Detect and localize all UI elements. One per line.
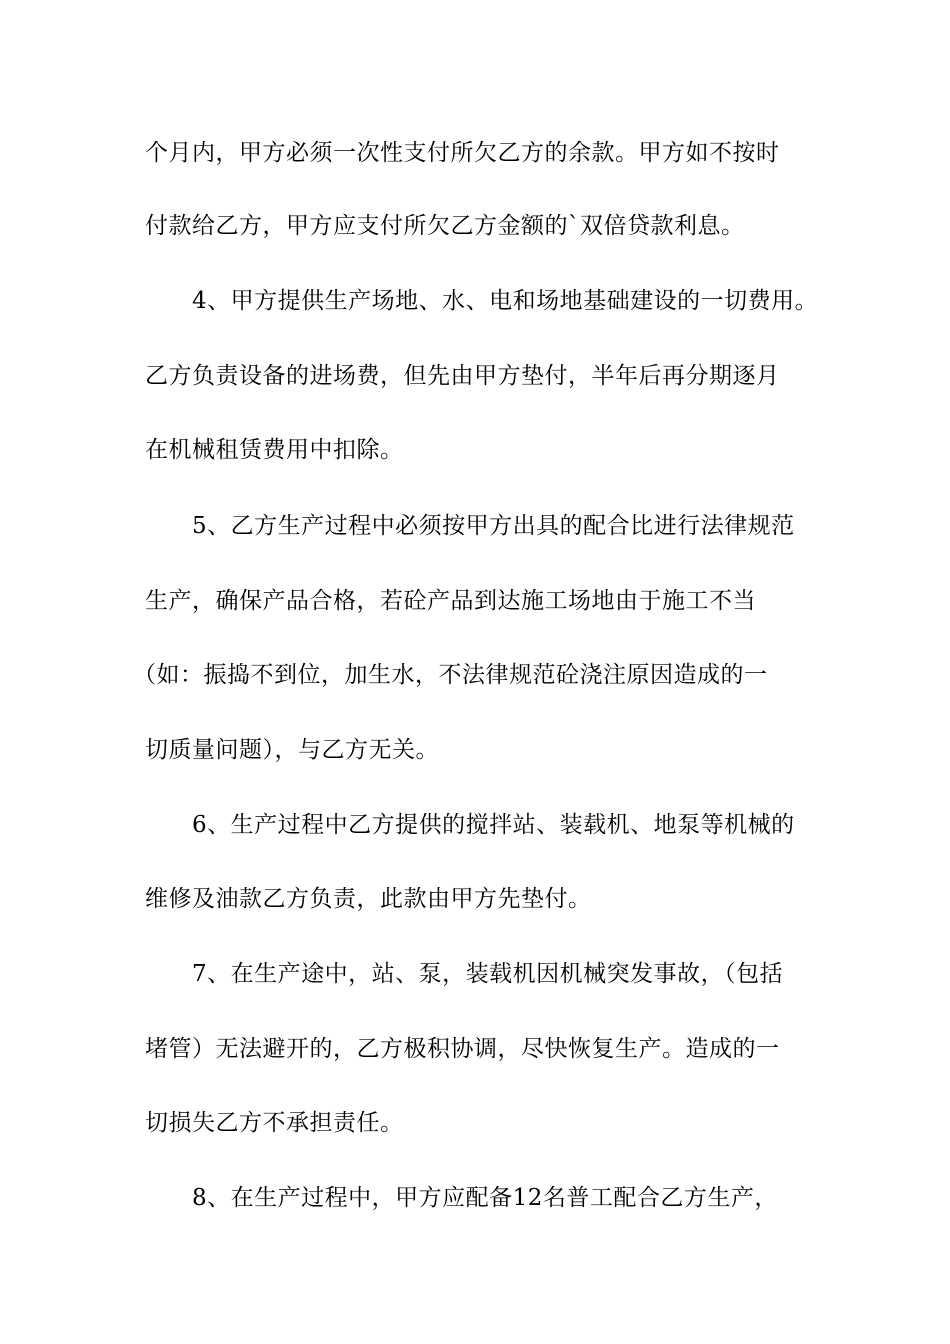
text-line: 堵管）无法避开的，乙方极积协调，尽快恢复生产。造成的一 bbox=[145, 1036, 780, 1062]
text-line: 切损失乙方不承担责任。 bbox=[145, 1110, 404, 1136]
text-line: 在机械租赁费用中扣除。 bbox=[145, 437, 404, 463]
text-line: 切质量问题），与乙方无关。 bbox=[145, 737, 439, 763]
text-line: 生产，确保产品合格，若砼产品到达施工场地由于施工不当 bbox=[145, 588, 756, 614]
paragraph-4-first-line: 4、甲方提供生产场地、水、电和场地基础建设的一切费用。 bbox=[192, 288, 819, 314]
text-line: （如：振捣不到位，加生水，不法律规范砼浇注原因造成的一 bbox=[133, 662, 768, 688]
text-line: 维修及油款乙方负责，此款由甲方先垫付。 bbox=[145, 886, 592, 912]
paragraph-6-first-line: 6、生产过程中乙方提供的搅拌站、装载机、地泵等机械的 bbox=[192, 812, 795, 838]
text-line: 个月内，甲方必须一次性支付所欠乙方的余款。甲方如不按时 bbox=[145, 140, 780, 166]
text-line: 乙方负责设备的进场费，但先由甲方垫付，半年后再分期逐月 bbox=[145, 363, 780, 389]
paragraph-5-first-line: 5、乙方生产过程中必须按甲方出具的配合比进行法律规范 bbox=[192, 513, 795, 539]
text-line: 付款给乙方，甲方应支付所欠乙方金额的`双倍贷款利息。 bbox=[145, 213, 745, 239]
paragraph-8-first-line: 8、在生产过程中，甲方应配备12名普工配合乙方生产， bbox=[192, 1185, 778, 1211]
paragraph-7-first-line: 7、在生产途中，站、泵，装载机因机械突发事故，（包括 bbox=[192, 961, 784, 987]
